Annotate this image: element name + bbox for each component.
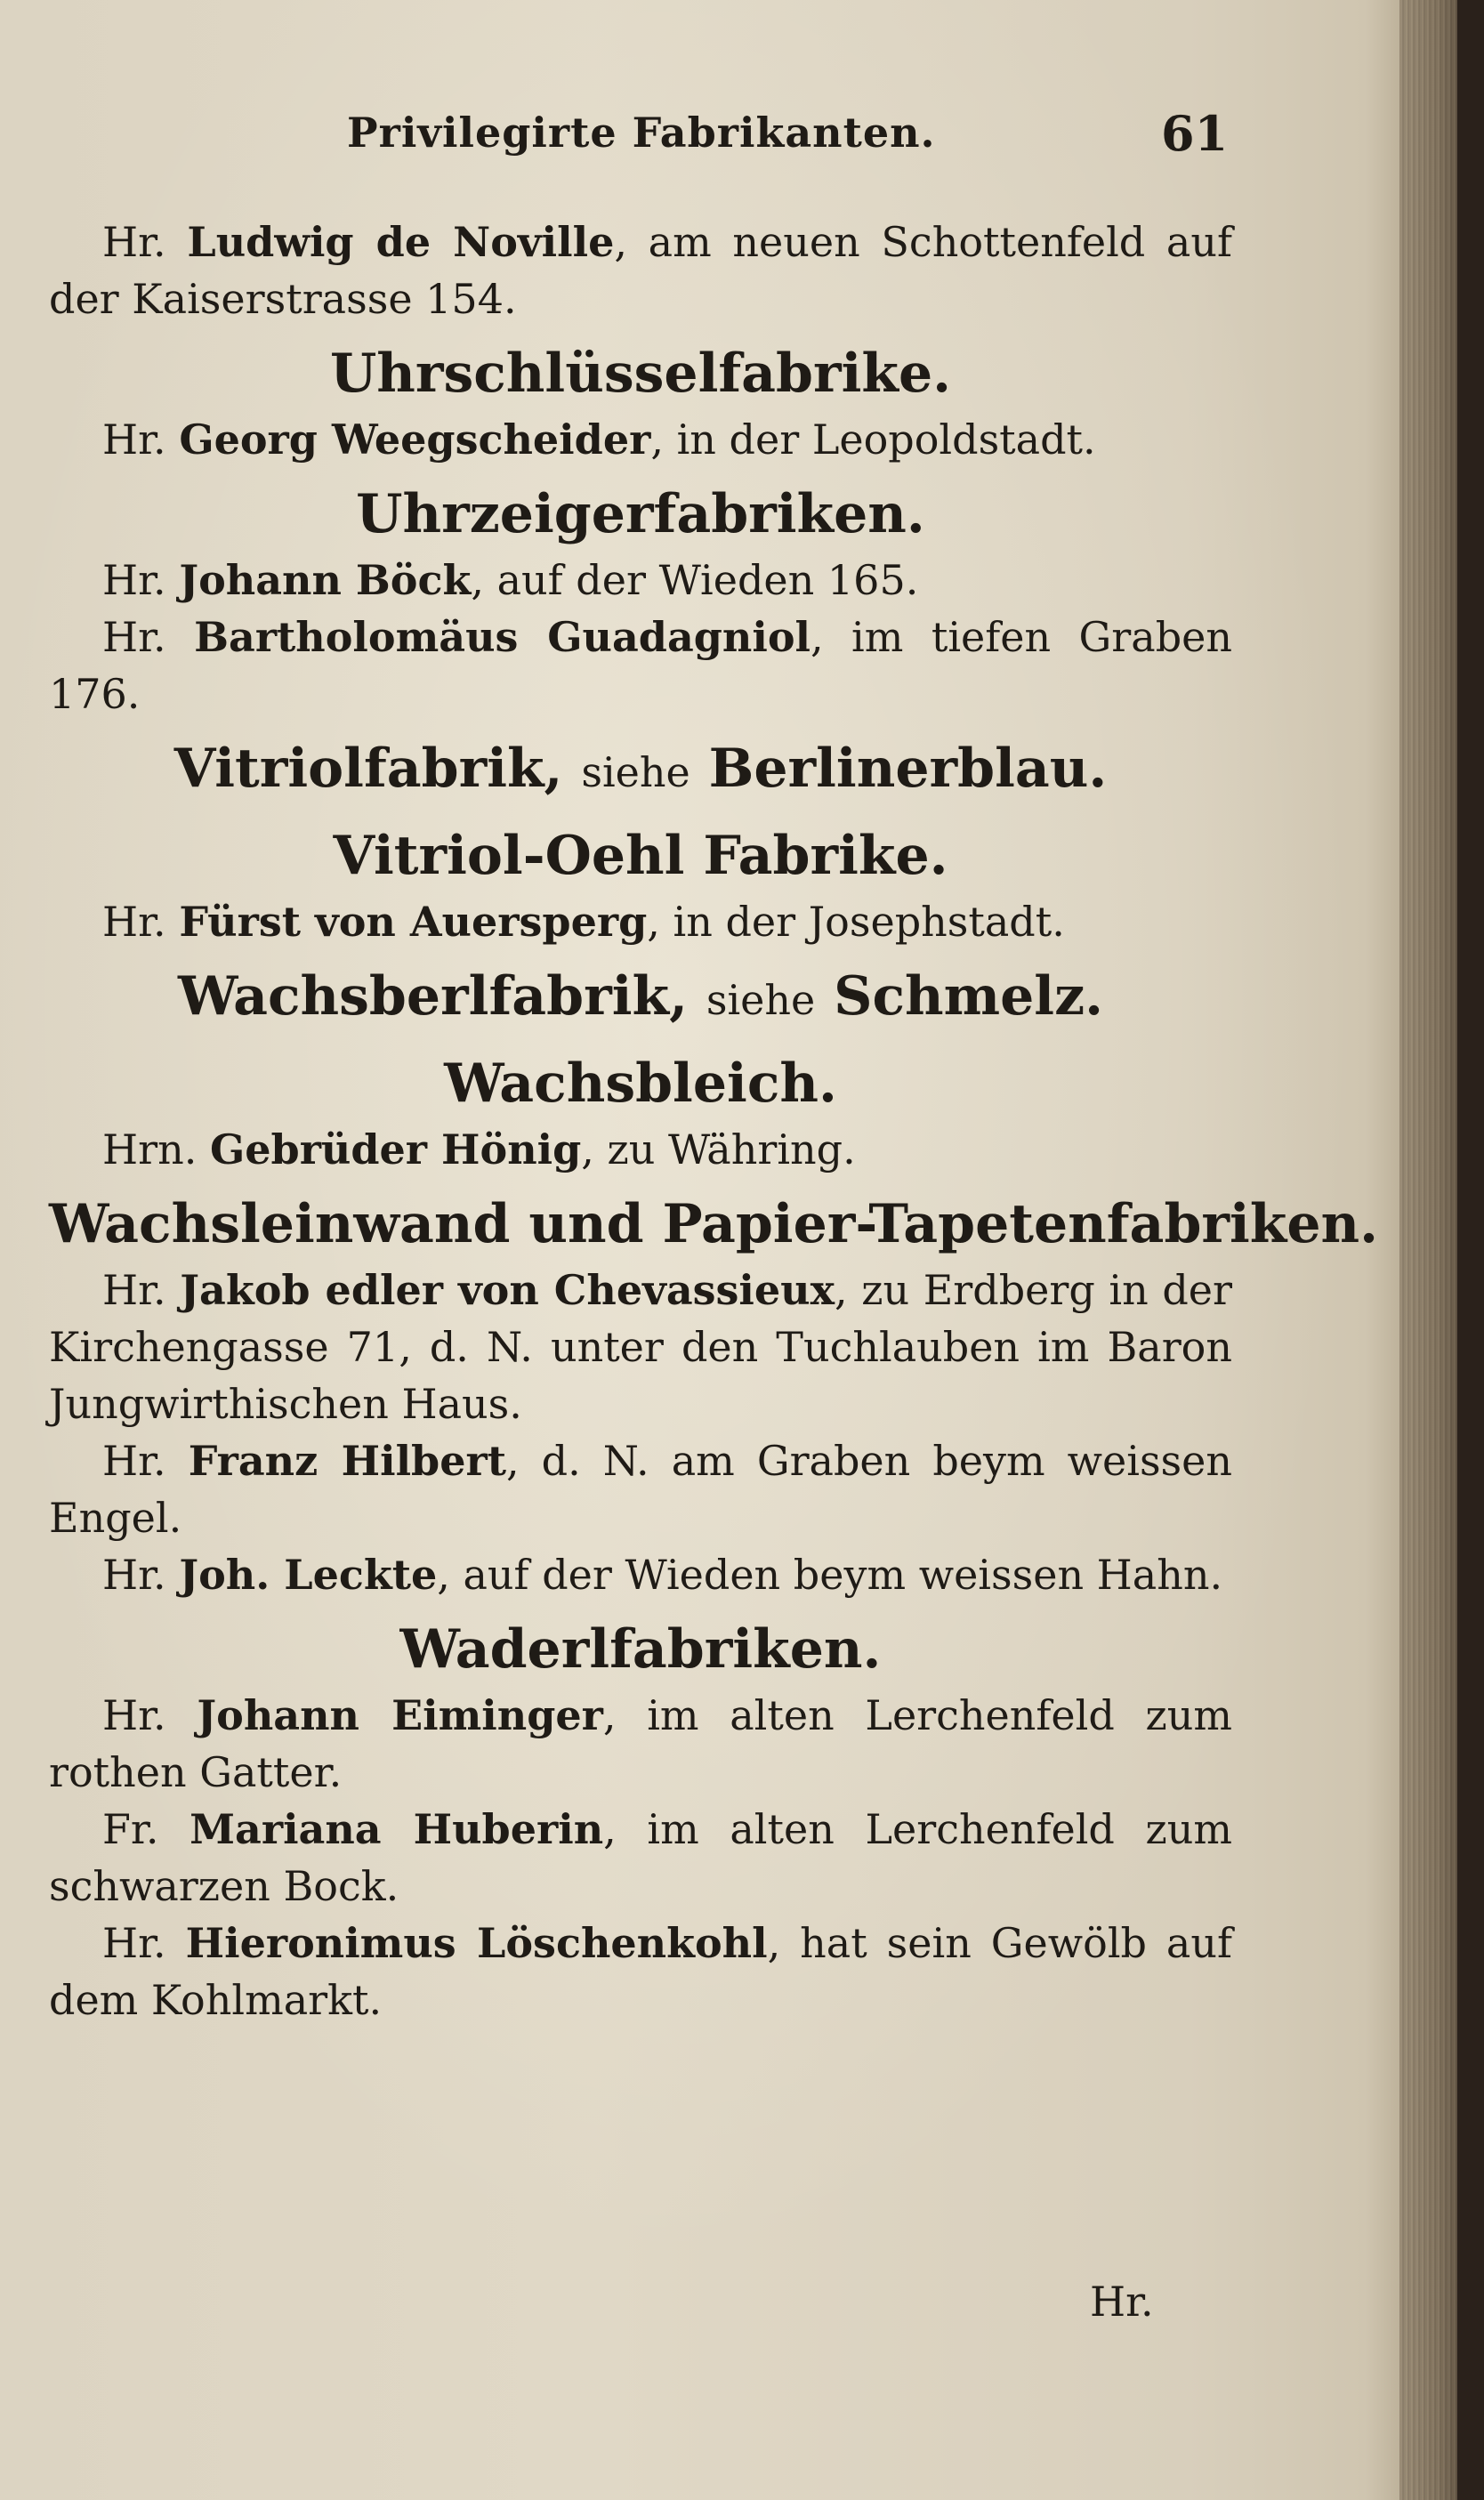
section <box>49 1046 1232 1178</box>
section <box>49 819 1232 950</box>
entry-name: Franz Hilbert <box>188 1437 506 1485</box>
entry-title: Hr. <box>102 898 166 946</box>
entry-address: , am neuen Schottenfeld auf der Kaiserstrasse 154. <box>49 218 1233 323</box>
entry-title: Hr. <box>102 613 166 661</box>
entry <box>49 1262 1232 1432</box>
entry-title: Fr. <box>102 1805 159 1853</box>
entry-address: , auf der Wieden 165. <box>471 556 919 604</box>
entry <box>49 411 1232 468</box>
cross-reference-target: Schmelz. <box>834 965 1104 1028</box>
cross-reference-word: siehe <box>581 748 690 796</box>
entry-name: Johann Eiminger <box>197 1691 603 1739</box>
entry <box>49 609 1232 722</box>
running-head: Privilegirte Fabrikanten. <box>347 109 936 157</box>
entry <box>49 893 1232 950</box>
entry-title: Hr. <box>102 1266 166 1314</box>
cross-reference-word: siehe <box>706 976 816 1024</box>
heading-text: Vitriolfabrik, <box>173 738 563 800</box>
entry-title: Hr. <box>102 415 166 464</box>
section-heading <box>49 959 1232 1037</box>
entry <box>49 1687 1232 1801</box>
catchword: Hr. <box>1090 2278 1154 2326</box>
section-heading: Uhrschlüsselfabrike. <box>329 343 952 405</box>
entry-name: Georg Weegscheider <box>179 415 651 464</box>
entry <box>49 1121 1232 1178</box>
entry-name: Bartholomäus Guadagniol <box>194 613 811 661</box>
entry-title: Hr. <box>102 556 166 604</box>
entry-title: Hr. <box>102 1551 166 1599</box>
entry <box>49 552 1232 609</box>
entry-name: Hieronimus Löschenkohl <box>185 1919 768 1967</box>
page-content <box>49 214 1379 2028</box>
entry <box>49 1915 1232 2028</box>
entry <box>49 214 1232 327</box>
section-heading: Vitriol-Oehl Fabrike. <box>333 825 948 887</box>
entry-address: , in der Josephstadt. <box>647 898 1065 946</box>
entry-name: Jakob edler von Chevassieux <box>180 1266 835 1314</box>
section <box>49 1612 1232 2028</box>
entry <box>49 1546 1232 1603</box>
section <box>49 214 1232 327</box>
section-heading: Uhrzeigerfabriken. <box>356 483 925 545</box>
section <box>49 477 1232 722</box>
page-edge-shadow <box>1457 0 1484 2500</box>
section <box>49 336 1232 468</box>
entry-title: Hr. <box>102 218 166 266</box>
entry-address: , hat sein Gewölb auf dem Kohlmarkt. <box>49 1919 1232 2024</box>
entry-address: , d. N. am Graben beym weissen Engel. <box>49 1437 1233 1542</box>
section-heading <box>49 731 1232 810</box>
section-heading: Wachsleinwand und Papier-Tapetenfabriken. <box>49 1193 1379 1255</box>
section <box>49 1187 1379 1603</box>
entry-address: , in der Leopoldstadt. <box>650 415 1096 464</box>
section-heading: Waderlfabriken. <box>399 1618 882 1681</box>
section <box>49 959 1232 1037</box>
entry-address: , im alten Lerchenfeld zum rothen Gatter. <box>49 1691 1232 1796</box>
heading-text: Wachsberlfabrik, <box>177 965 688 1028</box>
entry-title: Hrn. <box>102 1125 198 1173</box>
entry-address: , im alten Lerchenfeld zum schwarzen Bock. <box>49 1805 1232 1910</box>
entry-title: Hr. <box>102 1437 166 1485</box>
entry-address: , zu Erdberg in der Kirchengasse 71, d. N. unter den Tuchlauben im Baron Jungwirthischen Haus. <box>49 1266 1233 1428</box>
section <box>49 731 1232 810</box>
cross-reference-target: Berlinerblau. <box>708 738 1108 800</box>
entry-address: , auf der Wieden beym weissen Hahn. <box>437 1551 1223 1599</box>
entry <box>49 1801 1232 1915</box>
entry-title: Hr. <box>102 1691 166 1739</box>
section-heading: Wachsbleich. <box>444 1052 837 1115</box>
entry-address: , im tiefen Graben 176. <box>49 613 1233 718</box>
entry-name: Ludwig de Noville <box>187 218 615 266</box>
entry-name: Mariana Huberin <box>190 1805 604 1853</box>
entry-name: Joh. Leckte <box>179 1551 438 1599</box>
entry-name: Johann Böck <box>179 556 472 604</box>
page-number: 61 <box>1161 105 1229 162</box>
entry-title: Hr. <box>102 1919 166 1967</box>
entry-address: , zu Währing. <box>581 1125 856 1173</box>
entry <box>49 1432 1232 1546</box>
entry-name: Fürst von Auersperg <box>179 898 648 946</box>
entry-name: Gebrüder Hönig <box>209 1125 582 1173</box>
